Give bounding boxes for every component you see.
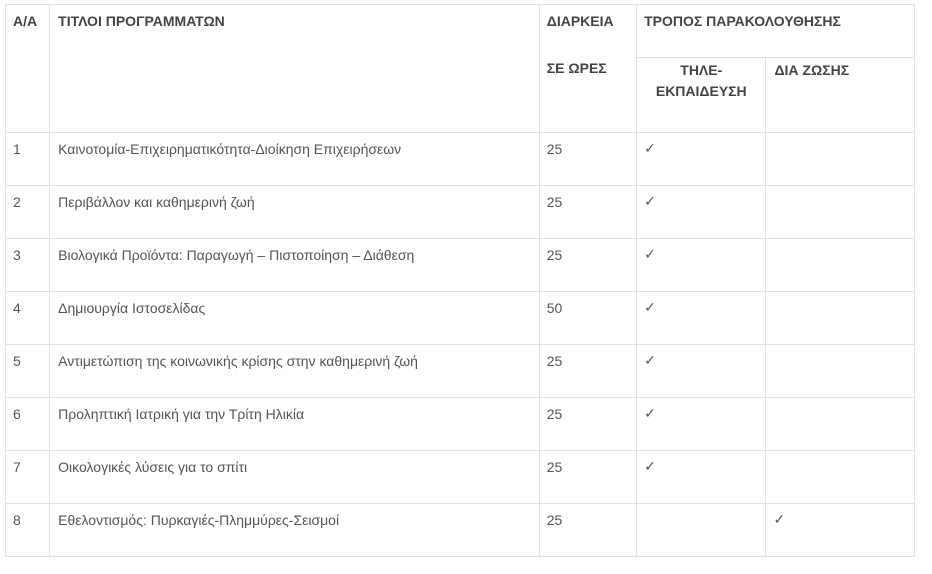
row-tele-check: ✓ <box>644 406 656 422</box>
row-title: Καινοτομία-Επιχειρηματικότητα-Διοίκηση Επιχειρήσεων <box>58 141 402 157</box>
row-tele-check: ✓ <box>644 141 656 157</box>
header-aa: Α/Α <box>13 13 38 29</box>
row-tele-check: ✓ <box>644 194 656 210</box>
row-live-check <box>766 398 914 404</box>
row-live-check <box>766 239 914 245</box>
header-tele-line1: ΤΗΛΕ- <box>680 62 723 78</box>
row-hours: 25 <box>546 353 563 369</box>
header-mode: ΤΡΟΠΟΣ ΠΑΡΑΚΟΛΟΥΘΗΣΗΣ <box>644 13 841 29</box>
row-number: 1 <box>13 141 21 157</box>
table-row <box>6 186 915 239</box>
row-hours: 25 <box>546 141 563 157</box>
row-live-check <box>766 292 914 298</box>
row-live-check <box>766 451 914 457</box>
header-titles-cell <box>50 5 540 133</box>
header-mode-cell <box>637 5 915 58</box>
row-tele-check: ✓ <box>644 459 656 475</box>
row-title: Αντιμετώπιση της κοινωνικής κρίσης στην καθημερινή ζωή <box>58 353 418 369</box>
row-live-check <box>766 133 914 139</box>
table-row <box>6 133 915 186</box>
header-duration-cell <box>539 5 636 133</box>
row-tele-check: ✓ <box>644 353 656 369</box>
row-hours: 25 <box>546 512 563 528</box>
row-hours: 25 <box>546 194 563 210</box>
row-hours: 25 <box>546 406 563 422</box>
row-live-check <box>766 345 914 351</box>
row-number: 6 <box>13 406 21 422</box>
header-live-cell <box>766 58 915 133</box>
header-aa-cell <box>6 5 50 133</box>
table-row <box>6 239 915 292</box>
row-title: Δημιουργία Ιστοσελίδας <box>58 300 206 316</box>
table-row <box>6 292 915 345</box>
row-number: 2 <box>13 194 21 210</box>
row-number: 7 <box>13 459 21 475</box>
header-duration-line1: ΔΙΑΡΚΕΙΑ <box>546 13 614 29</box>
row-number: 8 <box>13 512 21 528</box>
table-row <box>6 504 915 557</box>
row-hours: 50 <box>546 300 563 316</box>
row-hours: 25 <box>546 459 563 475</box>
table-row <box>6 398 915 451</box>
row-live-check <box>766 186 914 192</box>
table-row <box>6 451 915 504</box>
header-row <box>6 5 915 58</box>
table-row <box>6 345 915 398</box>
row-number: 4 <box>13 300 21 316</box>
row-title: Προληπτική Ιατρική για την Τρίτη Ηλικία <box>58 406 305 422</box>
row-number: 5 <box>13 353 21 369</box>
row-tele-check: ✓ <box>644 300 656 316</box>
row-tele-check: ✓ <box>644 247 656 263</box>
header-live: ΔΙΑ ΖΩΣΗΣ <box>774 62 850 78</box>
row-title: Οικολογικές λύσεις για το σπίτι <box>58 459 248 475</box>
row-title: Εθελοντισμός: Πυρκαγιές-Πλημμύρες-Σεισμοί <box>58 512 340 528</box>
header-duration-line2: ΣΕ ΩΡΕΣ <box>546 60 607 76</box>
row-number: 3 <box>13 247 21 263</box>
row-hours: 25 <box>546 247 563 263</box>
header-tele-line2: ΕΚΠΑΙΔΕΥΣΗ <box>655 83 747 99</box>
header-tele-cell <box>637 58 766 133</box>
row-title: Βιολογικά Προϊόντα: Παραγωγή – Πιστοποίηση – Διάθεση <box>58 247 415 263</box>
header-titles: ΤΙΤΛΟΙ ΠΡΟΓΡΑΜΜΑΤΩΝ <box>58 13 225 29</box>
programs-table <box>5 4 915 557</box>
row-live-check: ✓ <box>773 512 786 528</box>
row-tele-check <box>637 504 765 510</box>
row-title: Περιβάλλον και καθημερινή ζωή <box>58 194 255 210</box>
